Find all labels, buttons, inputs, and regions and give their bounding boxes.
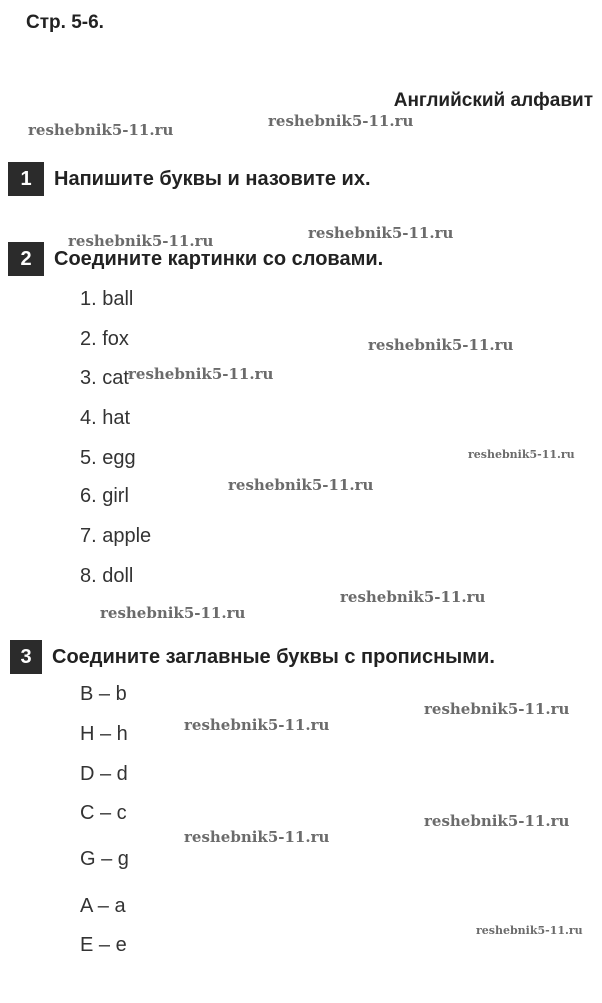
task-1-number: 1 (8, 162, 44, 196)
watermark: reshebnik5-11.ru (184, 828, 330, 846)
watermark: reshebnik5-11.ru (424, 812, 570, 830)
word-item: 4. hat (80, 407, 131, 429)
watermark: reshebnik5-11.ru (268, 112, 414, 130)
watermark: reshebnik5-11.ru (184, 716, 330, 734)
page-reference: Стр. 5-6. (26, 12, 104, 33)
task-3-header (8, 640, 495, 674)
watermark: reshebnik5-11.ru (28, 121, 174, 139)
word-item: 8. doll (80, 565, 134, 587)
watermark: reshebnik5-11.ru (368, 336, 514, 354)
watermark: reshebnik5-11.ru (476, 924, 583, 937)
task-3-number: 3 (10, 640, 42, 674)
task-3-instruction: Соедините заглавные буквы с прописными. (52, 645, 495, 668)
watermark: reshebnik5-11.ru (308, 224, 454, 242)
section-title: Английский алфавит (393, 90, 593, 111)
watermark: reshebnik5-11.ru (68, 232, 214, 250)
letter-pair: E – e (80, 934, 127, 956)
word-item: 7. apple (80, 525, 152, 547)
watermark: reshebnik5-11.ru (468, 448, 575, 461)
task-1-instruction: Напишите буквы и назовите их. (54, 167, 371, 190)
watermark: reshebnik5-11.ru (100, 604, 246, 622)
word-item: 1. ball (80, 288, 134, 310)
watermark: reshebnik5-11.ru (424, 700, 570, 718)
word-item: 5. egg (80, 447, 136, 469)
letter-pair: B – b (80, 683, 127, 705)
task-2-number: 2 (8, 242, 44, 276)
task-2-instruction: Соедините картинки со словами. (54, 247, 384, 270)
task-1-header (8, 162, 371, 196)
letter-pair: D – d (80, 763, 128, 785)
word-item: 3. cat (80, 367, 129, 389)
watermark: reshebnik5-11.ru (228, 476, 374, 494)
watermark: reshebnik5-11.ru (340, 588, 486, 606)
letter-pair: H – h (80, 723, 128, 745)
word-item: 2. fox (80, 328, 129, 350)
watermark: reshebnik5-11.ru (128, 365, 274, 383)
letter-pair: G – g (80, 848, 129, 870)
letter-pair: A – a (80, 895, 126, 917)
word-item: 6. girl (80, 485, 129, 507)
letter-pair: C – c (80, 802, 127, 824)
